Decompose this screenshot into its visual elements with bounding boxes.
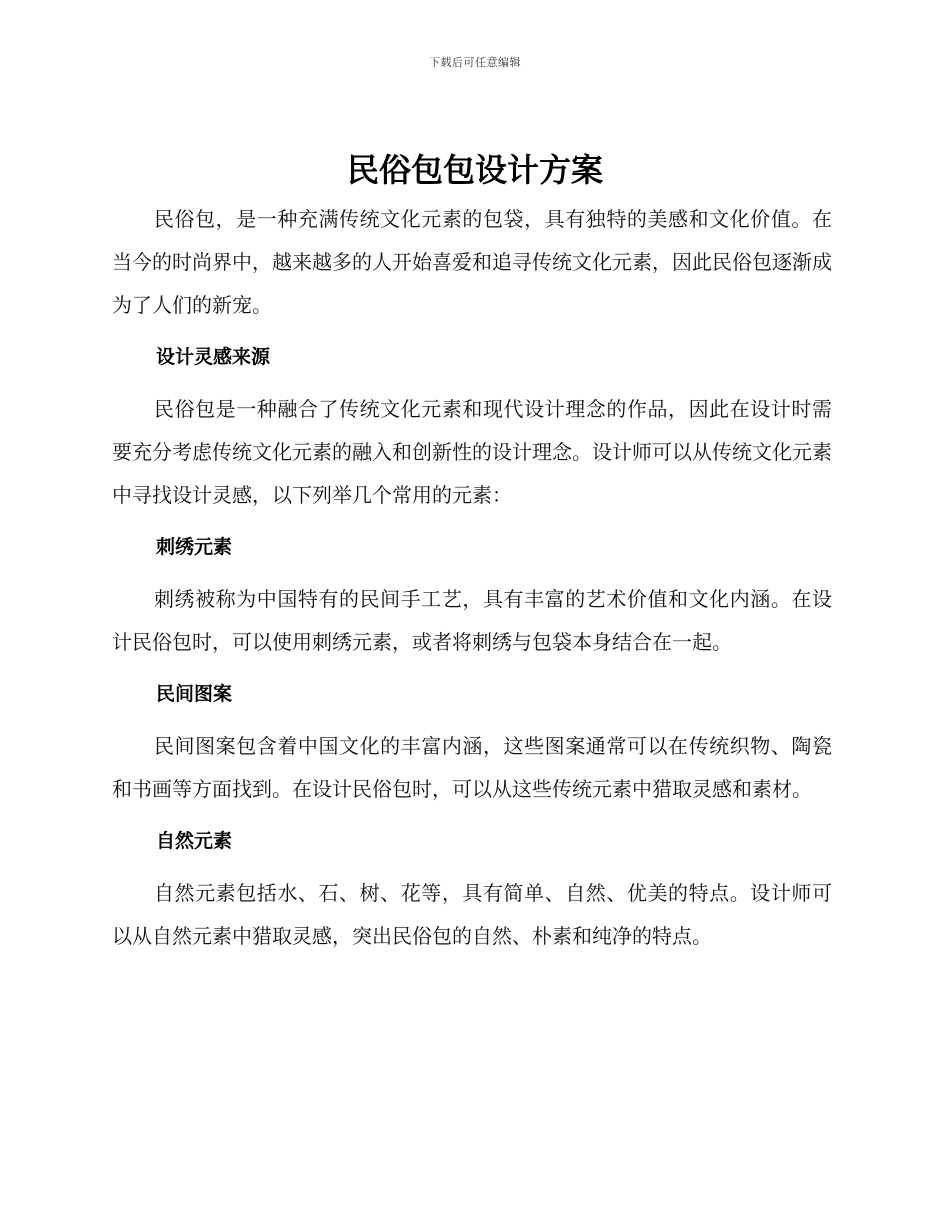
document-title: 民俗包包设计方案 <box>346 151 603 189</box>
section-body-folk-patterns: 民间图案包含着中国文化的丰富内涵，这些图案通常可以在传统织物、陶瓷和书画等方面找到。在设计民俗包时，可以从这些传统元素中猎取灵感和素材。 <box>112 734 832 801</box>
document-body <box>112 198 832 958</box>
section-body-embroidery: 刺绣被称为中国特有的民间手工艺，具有丰富的艺术价值和文化内涵。在设计民俗包时，可以使用刺绣元素，或者将刺绣与包袋本身结合在一起。 <box>112 587 832 654</box>
intro-paragraph: 民俗包，是一种充满传统文化元素的包袋，具有独特的美感和文化价值。在当今的时尚界中，越来越多的人开始喜爱和追寻传统文化元素，因此民俗包逐渐成为了人们的新宠。 <box>112 207 832 317</box>
section-heading-inspiration: 设计灵感来源 <box>156 346 271 368</box>
section-heading-folk-patterns: 民间图案 <box>156 683 233 705</box>
section-body-natural-elements: 自然元素包括水、石、树、花等，具有简单、自然、优美的特点。设计师可以从自然元素中猎取灵感，突出民俗包的自然、朴素和纯净的特点。 <box>112 881 832 948</box>
section-body-inspiration: 民俗包是一种融合了传统文化元素和现代设计理念的作品，因此在设计时需要充分考虑传统文化元素的融入和创新性的设计理念。设计师可以从传统文化元素中寻找设计灵感，以下列举几个常用的元素： <box>112 397 832 507</box>
section-heading-embroidery: 刺绣元素 <box>156 536 233 558</box>
section-heading-natural-elements: 自然元素 <box>156 830 233 852</box>
page-header-note: 下载后可任意编辑 <box>429 56 521 69</box>
